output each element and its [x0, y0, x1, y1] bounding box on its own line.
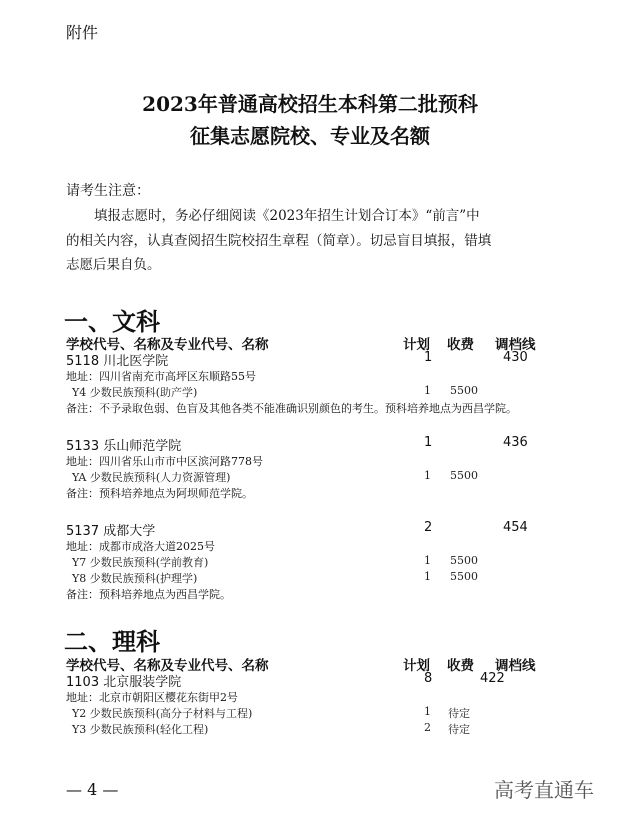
school-note: 备注：不予录取色弱、色盲及其他各类不能准确识别颜色的考生。预科培养地点为西昌学院。 — [66, 402, 517, 415]
school-plan: 2 — [424, 520, 433, 535]
school-name: 5133 乐山师范学院 — [66, 439, 182, 454]
major-fee: 5500 — [450, 384, 478, 397]
major-fee: 5500 — [450, 469, 478, 482]
document-title-line-1: 2023年普通高校招生本科第二批预科 — [142, 92, 478, 116]
major-plan: 1 — [424, 384, 431, 397]
column-fee: 收费 — [447, 337, 474, 353]
school-note: 备注：预科培养地点为西昌学院。 — [66, 588, 231, 601]
column-name: 学校代号、名称及专业代号、名称 — [66, 658, 269, 674]
school-line: 430 — [503, 350, 528, 365]
notice-heading: 请考生注意： — [66, 183, 150, 199]
section-title-arts: 一、文科 — [64, 308, 160, 336]
major-name: Y3 少数民族预科(轻化工程) — [72, 723, 209, 736]
school-line: 436 — [503, 435, 528, 450]
major-fee: 待定 — [448, 707, 470, 720]
notice-line: 填报志愿时，务必仔细阅读《2023年招生计划合订本》“前言”中 — [94, 208, 480, 224]
watermark: 高考直通车 — [494, 778, 594, 802]
column-line: 调档线 — [495, 658, 536, 674]
column-fee: 收费 — [447, 658, 474, 674]
attachment-label: 附件 — [66, 23, 99, 42]
section-title-science: 二、理科 — [64, 628, 160, 656]
major-plan: 1 — [424, 570, 431, 583]
major-name: Y2 少数民族预科(高分子材料与工程) — [72, 707, 253, 720]
school-name: 1103 北京服装学院 — [66, 675, 182, 690]
school-line: 422 — [480, 671, 505, 686]
school-name: 5118 川北医学院 — [66, 354, 169, 369]
school-address: 地址：成都市成洛大道2025号 — [66, 540, 215, 553]
major-fee: 5500 — [450, 570, 478, 583]
major-plan: 1 — [424, 705, 431, 718]
school-note: 备注：预科培养地点为阿坝师范学院。 — [66, 487, 253, 500]
school-plan: 1 — [424, 350, 433, 365]
document-title-line-2: 征集志愿院校、专业及名额 — [190, 124, 430, 148]
school-address: 地址：北京市朝阳区樱花东街甲2号 — [66, 691, 238, 704]
school-name: 5137 成都大学 — [66, 524, 156, 539]
major-fee: 待定 — [448, 723, 470, 736]
column-name: 学校代号、名称及专业代号、名称 — [66, 337, 269, 353]
school-plan: 8 — [424, 671, 433, 686]
school-address: 地址：四川省乐山市市中区滨河路778号 — [66, 455, 263, 468]
column-line: 调档线 — [495, 337, 536, 353]
column-plan: 计划 — [403, 337, 430, 353]
column-plan: 计划 — [403, 658, 430, 674]
page-number: — 4 — — [66, 780, 119, 799]
major-name: YA 少数民族预科(人力资源管理) — [72, 471, 231, 484]
school-address: 地址：四川省南充市高坪区东顺路55号 — [66, 370, 256, 383]
major-name: Y4 少数民族预科(助产学) — [72, 386, 198, 399]
school-line: 454 — [503, 520, 528, 535]
notice-line: 志愿后果自负。 — [66, 257, 161, 273]
major-name: Y7 少数民族预科(学前教育) — [72, 556, 209, 569]
major-fee: 5500 — [450, 554, 478, 567]
major-plan: 2 — [424, 721, 431, 734]
major-plan: 1 — [424, 469, 431, 482]
major-name: Y8 少数民族预科(护理学) — [72, 572, 198, 585]
school-plan: 1 — [424, 435, 433, 450]
major-plan: 1 — [424, 554, 431, 567]
notice-line: 的相关内容，认真查阅招生院校招生章程（简章）。切忌盲目填报，错填 — [66, 233, 492, 249]
